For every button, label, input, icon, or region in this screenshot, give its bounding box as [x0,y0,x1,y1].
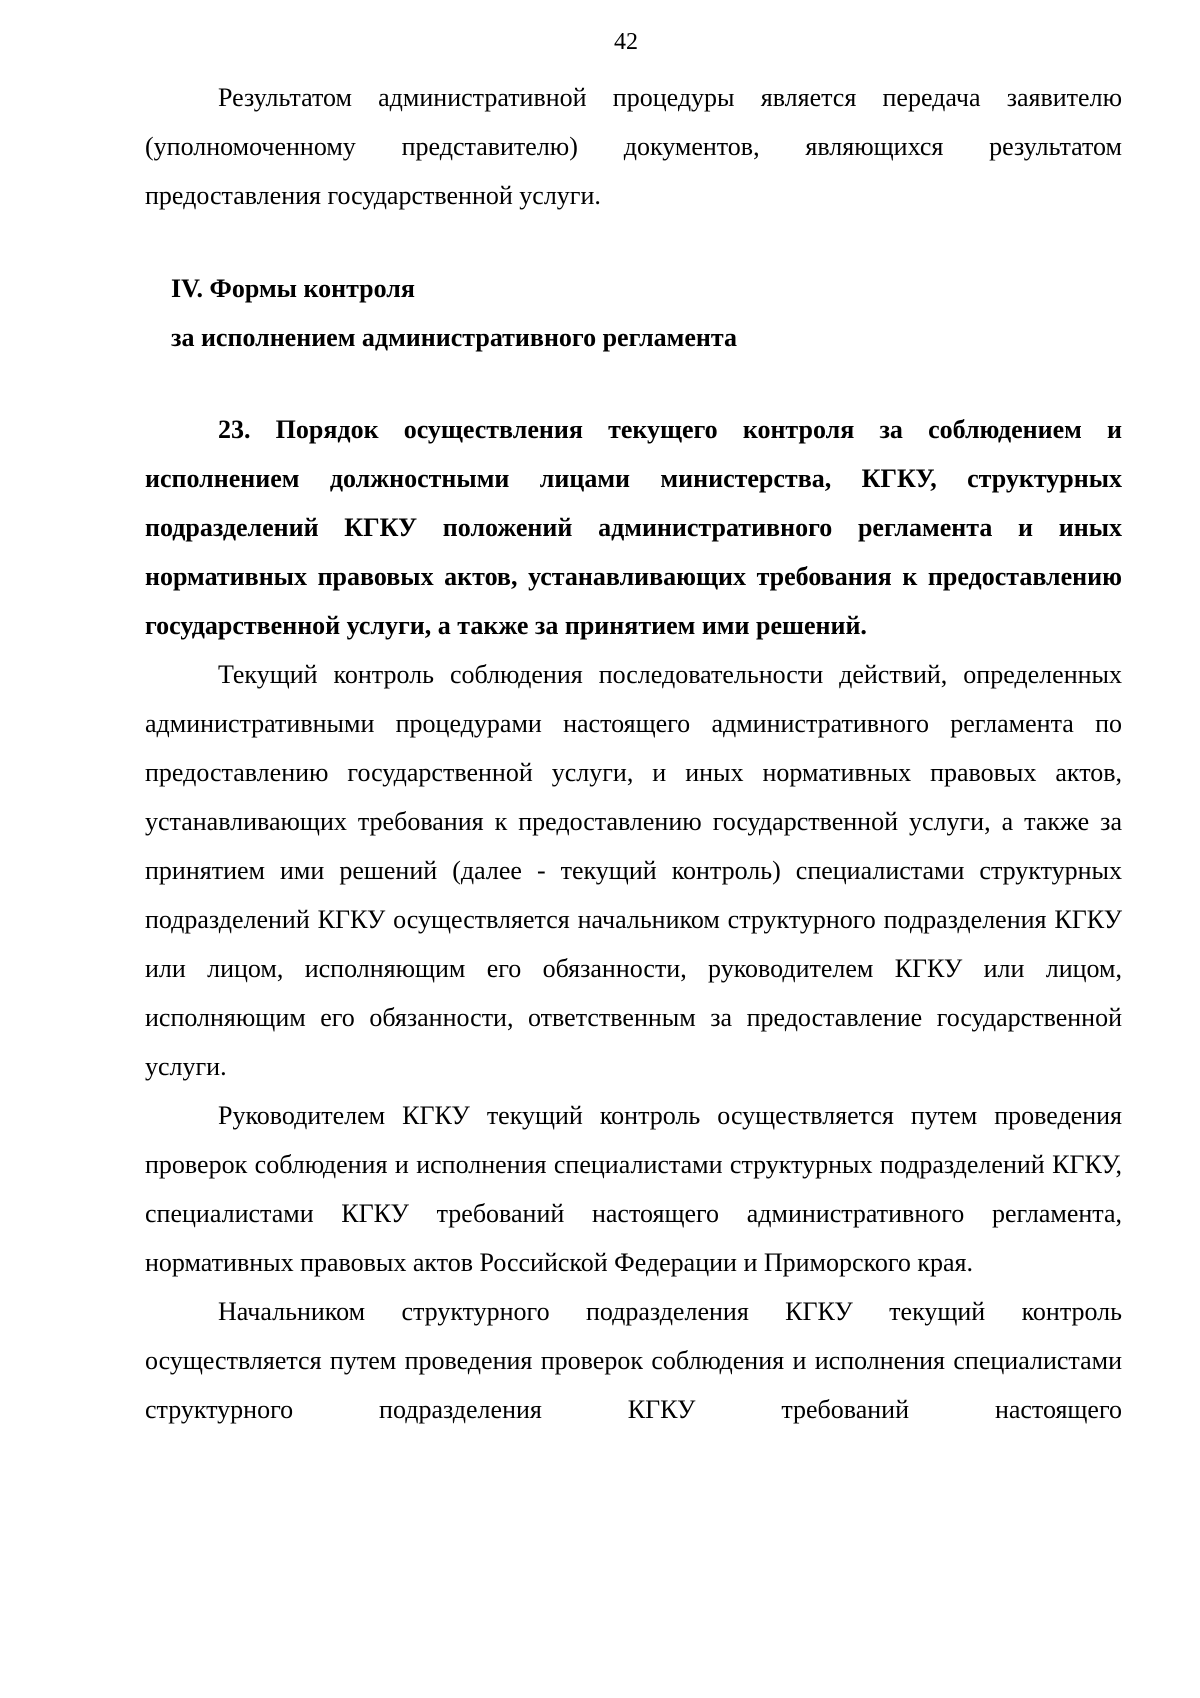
section-title-line-1: IV. Формы контроля [171,274,415,303]
page-number: 42 [614,29,638,55]
section-title-line-2: за исполнением административного регламента [171,323,737,352]
head-control-paragraph: Руководителем КГКУ текущий контроль осуществляется путем проведения проверок соблюдения и исполнения специалистами структурных подразделений КГКУ, специалистами КГКУ требований настоящего административного регламента, нормативных правовых актов Российской Федерации и Приморского края. [145,1101,1122,1277]
division-control-paragraph: Начальником структурного подразделения КГКУ текущий контроль осуществляется путем проведения проверок соблюдения и исполнения специалистами структурного подразделения КГКУ требований настоящего [145,1297,1122,1424]
section-heading [145,264,1122,362]
item-23-heading: 23. Порядок осуществления текущего контроля за соблюдением и исполнением должностными лицами министерства, КГКУ, структурных подразделений КГКУ положений административного регламента и иных нормативных правовых актов, устанавливающих требования к предоставлению государственной услуги, а также за принятием ими решений. [145,415,1122,640]
current-control-paragraph: Текущий контроль соблюдения последовательности действий, определенных административными процедурами настоящего административного регламента по предоставлению государственной услуги, и иных нормативных правовых актов, устанавливающих требования к предоставлению государственной услуги, а также за принятием ими решений (далее - текущий контроль) специалистами структурных подразделений КГКУ осуществляется начальником структурного подразделения КГКУ или лицом, исполняющим его обязанности, руководителем КГКУ или лицом, исполняющим его обязанности, ответственным за предоставление государственной услуги. [145,660,1122,1081]
page-content [145,73,1122,1434]
result-paragraph: Результатом административной процедуры является передача заявителю (уполномоченному представителю) документов, являющихся результатом предоставления государственной услуги. [145,83,1122,210]
